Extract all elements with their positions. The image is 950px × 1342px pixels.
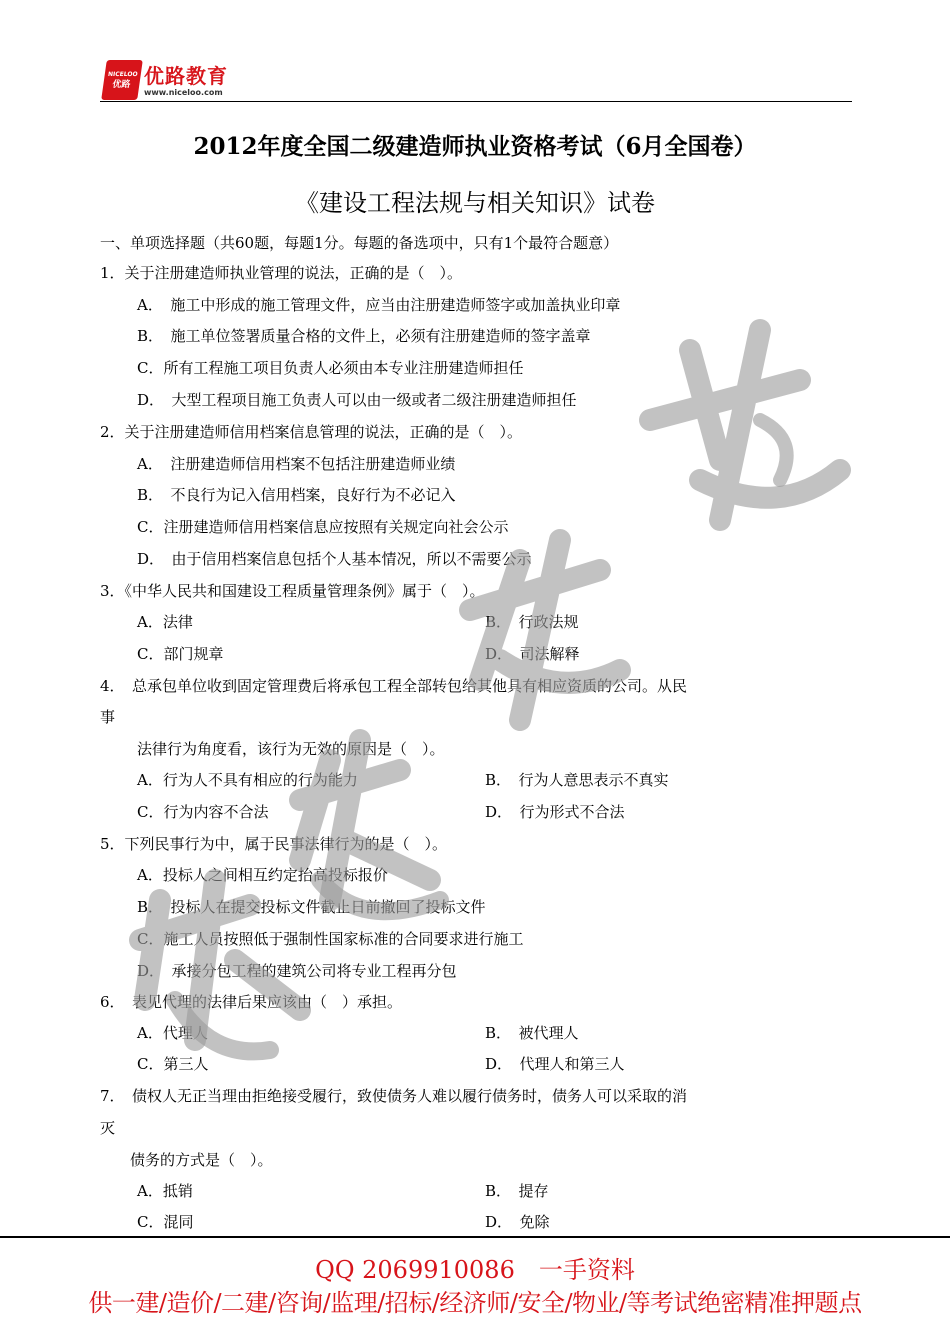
logo-badge-bottom: 优路 xyxy=(111,80,131,90)
option: D． 行为形式不合法 xyxy=(485,803,625,821)
footer-ad-line: 供一建/造价/二建/咨询/监理/招标/经济师/安全/物业/等考试绝密精准押题点 xyxy=(88,1289,862,1317)
question-stem: 2．关于注册建造师信用档案信息管理的说法，正确的是（ ）。 xyxy=(100,423,523,441)
option: B． 不良行为记入信用档案，良好行为不必记入 xyxy=(137,486,456,504)
logo-url: www.niceloo.com xyxy=(144,88,223,97)
option: A．法律 xyxy=(137,613,193,631)
option: B． 施工单位签署质量合格的文件上，必须有注册建造师的签字盖章 xyxy=(137,327,591,345)
question-stem: 法律行为角度看，该行为无效的原因是（ ）。 xyxy=(137,740,445,758)
question-stem: 5．下列民事行为中，属于民事法律行为的是（ ）。 xyxy=(100,835,448,853)
option: C．所有工程施工项目负责人必须由本专业注册建造师担任 xyxy=(137,359,524,377)
question-stem: 6． 表见代理的法律后果应该由（ ）承担。 xyxy=(100,993,403,1011)
option: A． 注册建造师信用档案不包括注册建造师业绩 xyxy=(137,455,456,473)
option: D． 司法解释 xyxy=(485,645,580,663)
option: C．行为内容不合法 xyxy=(137,803,269,821)
option: C．注册建造师信用档案信息应按照有关规定向社会公示 xyxy=(137,518,509,536)
question-stem: 事 xyxy=(100,708,116,726)
option: D． 大型工程项目施工负责人可以由一级或者二级注册建造师担任 xyxy=(137,391,577,409)
option: D． 承接分包工程的建筑公司将专业工程再分包 xyxy=(137,962,457,980)
option: B． 行为人意思表示不真实 xyxy=(485,771,669,789)
option: B． 投标人在提交投标文件截止日前撤回了投标文件 xyxy=(137,898,486,916)
logo-badge-top: NICELOO xyxy=(107,71,139,78)
option: A．行为人不具有相应的行为能力 xyxy=(137,771,358,789)
option: D． 代理人和第三人 xyxy=(485,1055,625,1073)
option: B． 行政法规 xyxy=(485,613,579,631)
option: A． 施工中形成的施工管理文件，应当由注册建造师签字或加盖执业印章 xyxy=(137,296,621,314)
option: B． 被代理人 xyxy=(485,1024,579,1042)
question-stem: 债务的方式是（ ）。 xyxy=(130,1151,273,1169)
option: A．抵销 xyxy=(137,1182,193,1200)
question-stem: 7． 债权人无正当理由拒绝接受履行，致使债务人难以履行债务时，债务人可以采取的消 xyxy=(100,1087,688,1105)
option: C．混同 xyxy=(137,1213,194,1231)
footer-divider xyxy=(0,1236,950,1238)
question-stem: 1．关于注册建造师执业管理的说法，正确的是（ ）。 xyxy=(100,264,463,282)
logo-text: 优路教育 xyxy=(144,64,228,88)
question-stem: 3．《中华人民共和国建设工程质量管理条例》属于（ ）。 xyxy=(100,582,485,600)
exam-title: 2012年度全国二级建造师执业资格考试（6月全国卷） xyxy=(193,133,757,160)
option: B． 提存 xyxy=(485,1182,549,1200)
option: A．投标人之间相互约定抬高投标报价 xyxy=(137,866,388,884)
option: A．代理人 xyxy=(137,1024,208,1042)
option: C．第三人 xyxy=(137,1055,209,1073)
option: D． 由于信用档案信息包括个人基本情况，所以不需要公示 xyxy=(137,550,532,568)
option: C．部门规章 xyxy=(137,645,224,663)
question-stem: 4． 总承包单位收到固定管理费后将承包工程全部转包给其他具有相应资质的公司。从民 xyxy=(100,677,688,695)
section-heading: 一、单项选择题（共60题，每题1分。每题的备选项中，只有1个最符合题意） xyxy=(100,234,619,252)
option: C．施工人员按照低于强制性国家标准的合同要求进行施工 xyxy=(137,930,524,948)
exam-subtitle: 《建设工程法规与相关知识》试卷 xyxy=(295,189,655,217)
footer-contact: QQ 2069910086 一手资料 xyxy=(315,1256,635,1284)
question-stem: 灭 xyxy=(100,1119,116,1137)
option: D． 免除 xyxy=(485,1213,550,1231)
